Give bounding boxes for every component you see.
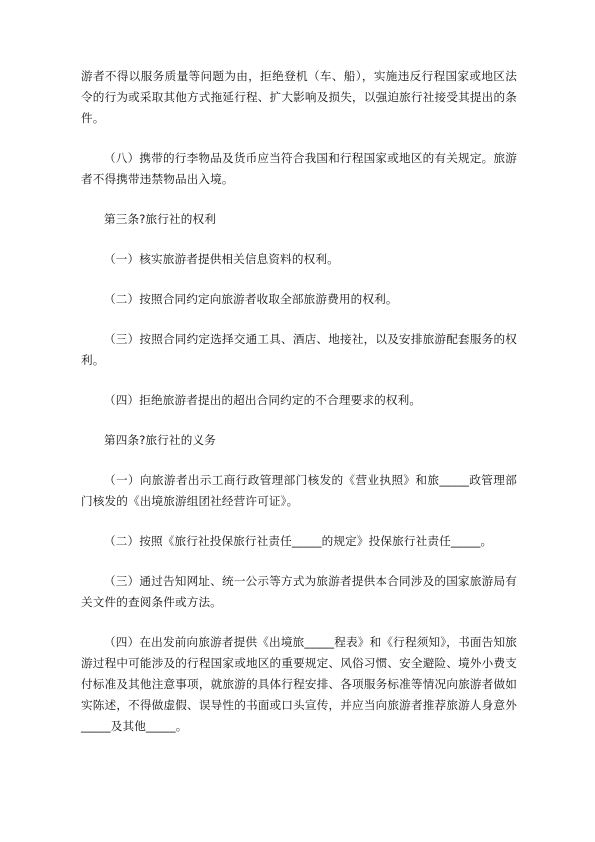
paragraph-gap	[81, 613, 517, 632]
paragraph-article-3-item-1: （一）核实旅游者提供相关信息资料的权利。	[104, 252, 339, 266]
paragraph-gap	[81, 371, 517, 390]
paragraph-article-3-item-3: （三）按照合同约定选择交通工具、酒店、地接社，以及安排旅游配套服务的权利。	[81, 332, 517, 367]
paragraph-gap	[81, 230, 517, 249]
paragraph-gap	[81, 411, 517, 430]
paragraph-article-4-item-4: （四）在出发前向旅游者提供《出境旅_____程表》和《行程须知》，书面告知旅游过程中可能涉及的行程国家或地区的重要规定、风俗习惯、安全避险、境外小费支付标准及其他注意事项，就旅游的具体行程安排、各项服务标准等情况向旅游者做如实陈述，不得做虚假、误导性的书面或口头宣传，并应当向旅游者推荐旅游人身意外_____及其他_____。	[81, 635, 517, 733]
section-heading-article-4: 第四条?旅行社的义务	[104, 433, 216, 447]
paragraph-gap	[81, 512, 517, 531]
paragraph-clause-8: （八）携带的行李物品及货币应当符合我国和行程国家或地区的有关规定。旅游者不得携带违禁物品出入境。	[81, 151, 517, 186]
paragraph-continuation: 游者不得以服务质量等问题为由，拒绝登机（车、船），实施违反行程国家或地区法令的行为或采取其他方式拖延行程、扩大影响及损失，以强迫旅行社接受其提出的条件。	[81, 69, 517, 125]
paragraph-gap	[81, 552, 517, 571]
document-body	[81, 66, 517, 737]
paragraph-gap	[81, 310, 517, 329]
paragraph-article-4-item-1: （一）向旅游者出示工商行政管理部门核发的《营业执照》和旅_____政管理部门核发的《出境旅游组团社经营许可证》。	[81, 473, 517, 508]
paragraph-gap	[81, 451, 517, 470]
paragraph-gap	[81, 190, 517, 209]
paragraph-article-4-item-2: （二）按照《旅行社投保旅行社责任_____的规定》投保旅行社责任_____。	[104, 534, 493, 548]
paragraph-gap	[81, 129, 517, 148]
section-heading-article-3: 第三条?旅行社的权利	[104, 212, 216, 226]
paragraph-article-3-item-4: （四）拒绝旅游者提出的超出合同约定的不合理要求的权利。	[104, 393, 422, 407]
paragraph-article-4-item-3: （三）通过告知网址、统一公示等方式为旅游者提供本合同涉及的国家旅游局有关文件的查阅条件或方法。	[81, 574, 517, 609]
paragraph-gap	[81, 270, 517, 289]
paragraph-article-3-item-2: （二）按照合同约定向旅游者收取全部旅游费用的权利。	[104, 292, 398, 306]
